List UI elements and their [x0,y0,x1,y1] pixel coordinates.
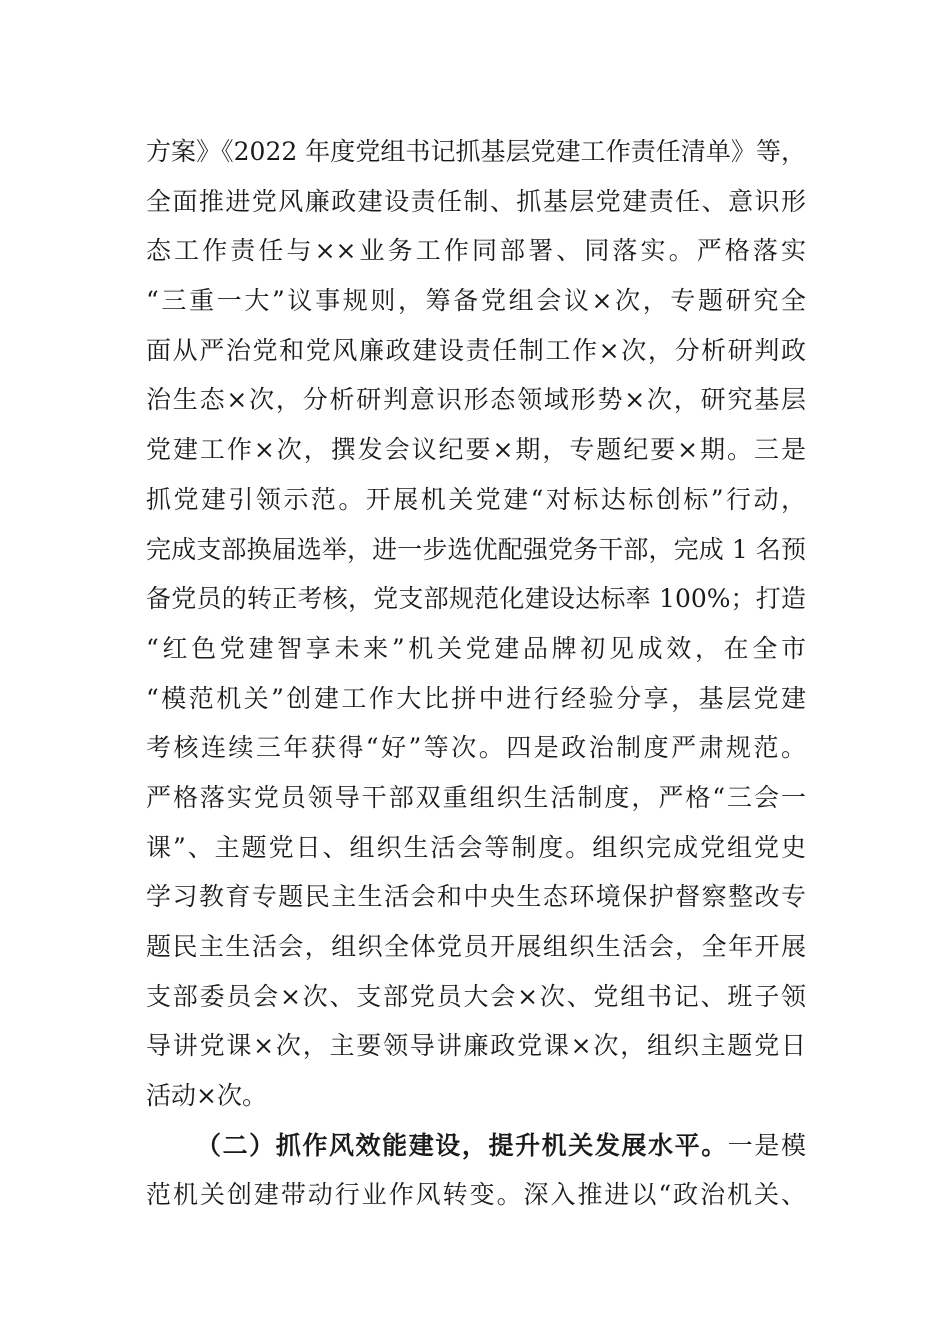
paragraph-line-5: 面从严治党和党风廉政建设责任制工作×次，分析研判政 [146,335,806,365]
paragraph-line-3: 态工作责任与××业务工作同部署、同落实。严格落实 [146,236,806,266]
paragraph-line-13: 考核连续三年获得“好”等次。四是政治制度严肃规范。 [146,733,806,763]
paragraph-line-4: “三重一大”议事规则，筹备党组会议×次，专题研究全 [146,286,806,316]
paragraph-line-19: 导讲党课×次，主要领导讲廉政党课×次，组织主题党日 [146,1031,806,1061]
paragraph-line-7: 党建工作×次，撰发会议纪要×期，专题纪要×期。三是 [146,435,806,465]
paragraph-line-2: 全面推进党风廉政建设责任制、抓基层党建责任、意识形 [146,186,806,216]
section-heading-line [146,1121,806,1171]
paragraph-line-20: 活动×次。 [146,1081,267,1111]
body-text [146,127,806,1220]
paragraph-line-12: “模范机关”创建工作大比拼中进行经验分享，基层党建 [146,683,806,713]
paragraph-line-8: 抓党建引领示范。开展机关党建“对标达标创标”行动， [146,484,806,514]
paragraph-line-14: 严格落实党员领导干部双重组织生活制度，严格“三会一 [146,782,806,812]
paragraph-line-17: 题民主生活会，组织全体党员开展组织生活会，全年开展 [146,932,806,961]
paragraph-line-11: “红色党建智享未来”机关党建品牌初见成效，在全市 [146,633,806,663]
paragraph-line-6: 治生态×次，分析研判意识形态领域形势×次，研究基层 [146,385,806,415]
paragraph-line-1: 方案》《2022 年度党组书记抓基层党建工作责任清单》等， [146,137,806,166]
paragraph-line-15: 课”、主题党日、组织生活会等制度。组织完成党组党史 [146,832,806,862]
paragraph-line-16: 学习教育专题民主生活会和中央生态环境保护督察整改专 [146,882,806,912]
section-paragraph-line-1: 范机关创建带动行业作风转变。深入推进以“政治机关、 [146,1180,806,1210]
paragraph-line-18: 支部委员会×次、支部党员大会×次、党组书记、班子领 [146,981,806,1011]
section-heading-continuation: 一是模 [727,1130,806,1160]
paragraph-line-9: 完成支部换届选举，进一步选优配强党务干部，完成 1 名预 [146,534,806,564]
paragraph-line-10: 备党员的转正考核，党支部规范化建设达标率 100%；打造 [146,584,806,614]
section-heading: （二）抓作风效能建设，提升机关发展水平。 [196,1130,728,1160]
